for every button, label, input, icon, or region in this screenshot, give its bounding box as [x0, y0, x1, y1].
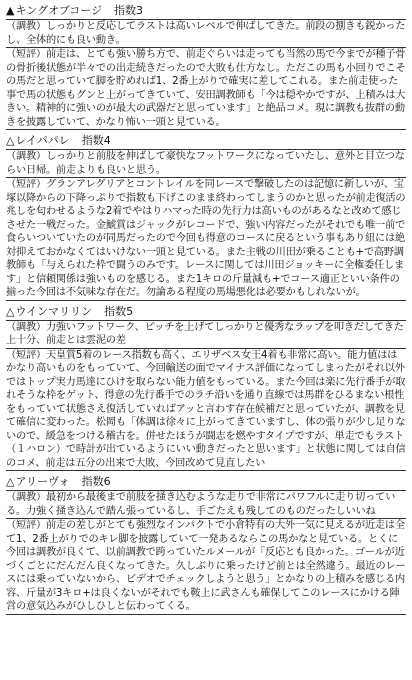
horse-section-rei-papale [6, 134, 406, 301]
short-review: （短評）天皇賞5着のレース指数も高く、エリザベス女王4着も非常に高い。能力値ははかなり高いものをもっていて、今回輸送の面でマイナス評価になってしまったがそれ以外ではトップ実力馬達にひけを取らない能力値をもっている。また今回は楽に先行番手が取れそうな枠をゲット、得意の先行番手でのラチ沿いを通り直線では馬群をひるまない根性をもっていて状態さえ復活していればアッと言わす存在候補だと思っていたが、調教を見て確信に変わった。松岡も「体調は徐々に上がってきていますし、体の張りが少し足りないので、緩急をつける稽古を。併せたほうが闘志を燃やすタイプですが、単走でもラスト（１ハロン）で時計が出ているようにいい動きだったと思います」と状態に関しては自信のコメ、前走は五分の出来で大敗、今回改めて見直したい [6, 349, 406, 472]
horse-name: ウインマリリン [15, 304, 93, 318]
horse-section-arrivo [6, 475, 406, 615]
training-comment: （調教）最初から最後まで前肢を掻き込むような走りで非常にパワフルに走り切っている。力強く掻き込んで踏ん張っているし、手ごたえも残してのものだったしいいね [6, 491, 406, 519]
short-review: （短評）前走の差しがとても強烈なインパクトで小倉特有の大外一気に見えるが近走は全て1、2番上がりでのキレ脚を披露していて一発あるならこの馬かなと見ている。とくに今回は調教が良くて、以前調教で跨っていたルメールが「反応とも良かった。ゴールが近づくごとにだんだん良くなってきた。久しぶりに乗ったけど前とは全然違う。最近のレースには乗っていないから、ビデオでチェックしようと思う」とかなりの上積みを感じる内容、斤量が3キロ+は良くないがそれでも鞍上に武さんも確保してこのレースにかける陣営の意気込みがひしひしと伝わってくる。 [6, 519, 406, 615]
short-review: （短評）グランアレグリアとコントレイルを同レースで撃破したのは記憶に新しいが、宝塚以降からの下降っぷりで指数も下げこのまま終わってしまうのかと思ったが前走復活の兆しを匂わせるような2着でやはりハマった時の先行力は高いものがあるなと改めて感じさせた一戦だった。金鯱賞はジャックがレコードで、強い内容だったがそれでも唯一前で食らいついていたのが同馬だったので今回も得意のコースに戻るという事もあり紐には絶対抑えておかなくてはいけない一頭と見ている。また主戦の川田が乗ることも+で高野調教師も「与えられた枠で闘うのみです。レースに関しては川田ジョッキーに全権委任します」と信頼関係は強いものを感じる。また1キロの斤量減も+でコース適正といい条件の揃った今回は不気味な存在だ。勿論ある程度の馬場悪化は必要かもしれないが。 [6, 178, 406, 301]
training-comment: （調教）しっかりと前肢を伸ばして豪快なフットワークになっていたし、意外と目立つならい日帰。前走よりも良いと思う。 [6, 150, 406, 178]
rating-mark: △ [6, 134, 15, 147]
index-label: 指数4 [81, 134, 111, 147]
horse-section-win-marilyn [6, 305, 406, 472]
horse-title [6, 4, 406, 20]
horse-section-king-of-koji [6, 4, 406, 130]
horse-title [6, 134, 406, 150]
rating-mark: ▲ [6, 4, 15, 17]
horse-name: アリーヴォ [15, 475, 70, 488]
index-label: 指数3 [114, 4, 144, 17]
short-review: （短評）前走は、とても強い勝ち方で、前走ぐらいは走っても当然の馬で今までが種子骨の骨折後状態が半々での出走続きだったので大敗も仕方なし。ただこの馬も小回りでこその馬だと思っていて脚を貯めれば1、2番上がりで確実に差してこれる。また前走使った事で馬の状態もグンと上がってきていて、安田調教師も「今は穏やかですが、上積みは大きい。精神的に強いのが最大の武器だと思っています」と絶品コメ。現に調教も抜群の動きを披露していて、かなり怖い一頭と見ている。 [6, 48, 406, 130]
horse-title [6, 475, 406, 491]
index-label: 指数6 [81, 475, 111, 488]
rating-mark: △ [6, 475, 15, 488]
training-comment: （調教）しっかりと反応してラストは高いレベルで伸ばしてきた。前段の捌きも鋭かったし、全体的にも良い動き。 [6, 20, 406, 48]
horse-name: レイパパレ [15, 134, 70, 147]
horse-name: キングオブコージ [15, 4, 103, 17]
rating-mark: △ [6, 304, 15, 318]
training-comment: （調教）力強いフットワーク、ピッチを上げてしっかりと優秀なラップを叩きだしてきた上十分、前走とは雲泥の差 [6, 321, 406, 349]
index-label: 指数5 [104, 304, 134, 318]
horse-title [6, 305, 406, 321]
